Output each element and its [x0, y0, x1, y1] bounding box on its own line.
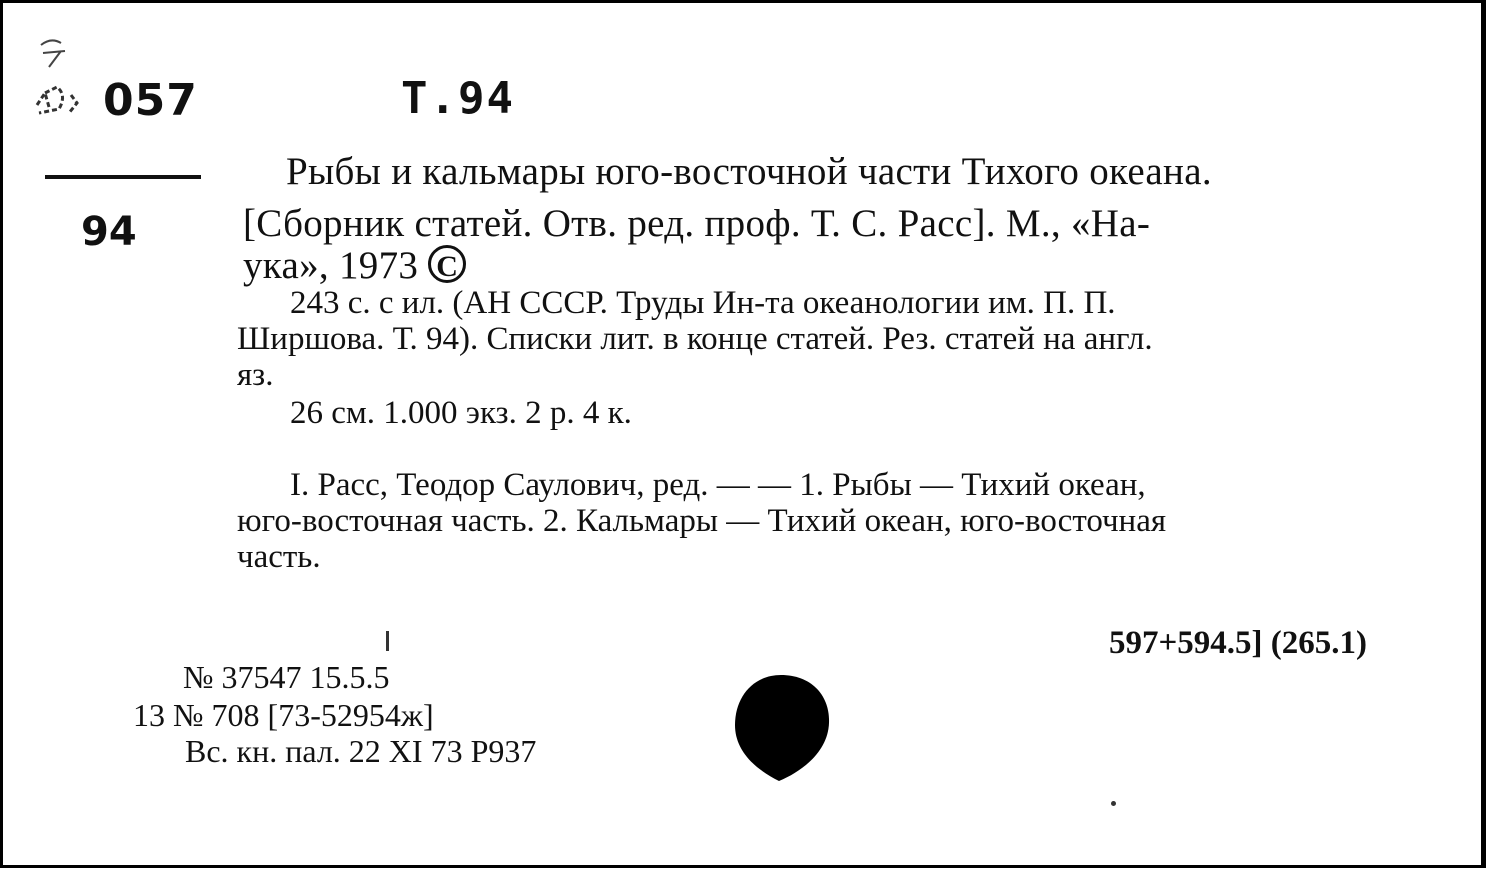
tracing-line: часть. [237, 539, 321, 575]
tracing-line: юго-восточная часть. 2. Кальмары — Тихий океан, юго-восточная [237, 503, 1167, 539]
title-line: [Сборник статей. Отв. ред. проф. Т. С. Расс]. М., «На- [243, 202, 1151, 245]
classification-numbers: 597+594.5] (265.1) [1109, 625, 1368, 661]
author-mark: 94 [81, 209, 137, 255]
divider [45, 175, 201, 179]
card-number: № 37547 15.5.5 [183, 659, 390, 695]
order-number: 13 № 708 [73-52954ж] [133, 697, 434, 733]
publication-year: ука», 1973 [243, 244, 419, 287]
classification-code: 057 [103, 75, 198, 126]
title-line [243, 243, 466, 288]
tracing-line: I. Расс, Теодор Саулович, ред. — — 1. Рыбы — Тихий океан, [290, 467, 1146, 503]
dot-mark [1111, 801, 1116, 806]
pencil-scribble-icon [31, 33, 93, 125]
tick-mark [386, 631, 389, 651]
title-line: Рыбы и кальмары юго-восточной части Тихого океана. [286, 150, 1212, 193]
physical-description-line: 243 с. с ил. (АН СССР. Труды Ин-та океанологии им. П. П. [290, 285, 1116, 321]
shelf-code: Т.94 [401, 73, 515, 124]
physical-description-line: яз. [237, 357, 274, 393]
size-print-run-price: 26 см. 1.000 экз. 2 р. 4 к. [290, 395, 632, 431]
physical-description-line: Ширшова. Т. 94). Списки лит. в конце статей. Рез. статей на англ. [237, 321, 1153, 357]
book-chamber-line: Вс. кн. пал. 22 XI 73 Р937 [185, 733, 537, 769]
copyright-icon: C [428, 245, 466, 283]
punch-hole [733, 673, 830, 783]
